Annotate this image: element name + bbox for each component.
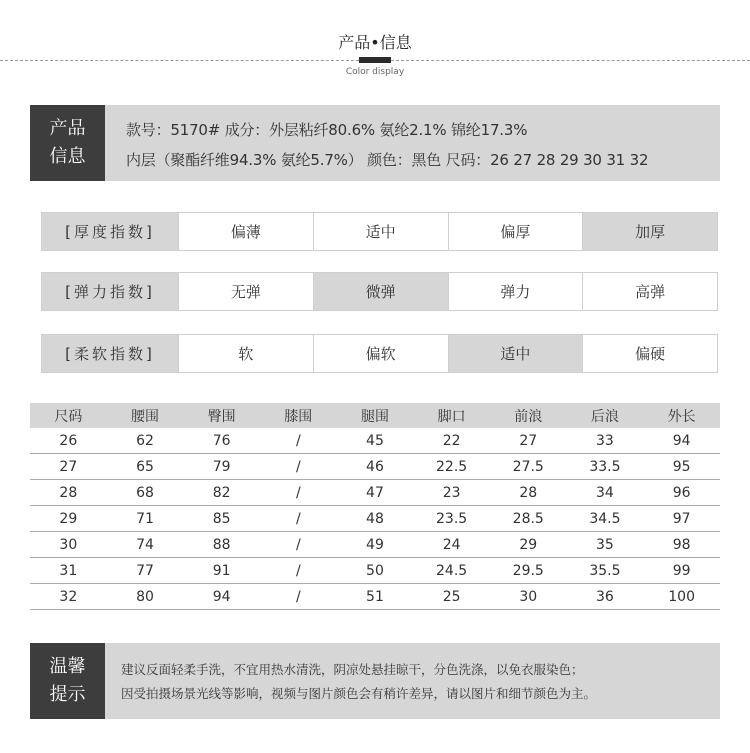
size-table-cell: 31: [30, 558, 107, 584]
product-info-panel: [30, 105, 720, 181]
page-subtitle: Color display: [345, 67, 405, 77]
size-table-row: [30, 428, 720, 454]
softness-index-row: [41, 334, 718, 373]
size-table-cell: 88: [183, 532, 260, 558]
size-table-cell: 36: [567, 584, 644, 610]
size-table-cell: 28.5: [490, 506, 567, 532]
size-table-row: [30, 584, 720, 610]
size-table-cell: 62: [107, 428, 184, 454]
size-table-cell: 82: [183, 480, 260, 506]
size-table-cell: 30: [30, 532, 107, 558]
softness-index-label: [柔软指数]: [42, 335, 178, 372]
size-header-knee: 膝围: [260, 403, 337, 428]
tips-line1: 建议反面轻柔手洗，不宜用热水清洗，阴凉处悬挂晾干，分色洗涤，以免衣服染色；: [121, 662, 584, 677]
softness-option-soft: 软: [178, 335, 313, 372]
size-table-cell: 32: [30, 584, 107, 610]
size-table-cell: /: [260, 584, 337, 610]
tips-panel: [30, 643, 720, 719]
size-table-cell: 33: [567, 428, 644, 454]
size-table-cell: 65: [107, 454, 184, 480]
size-table-cell: 28: [490, 480, 567, 506]
size-table-row: [30, 558, 720, 584]
size-table-row: [30, 454, 720, 480]
size-header-back-rise: 后浪: [567, 403, 644, 428]
size-table-cell: /: [260, 454, 337, 480]
size-table-body: [30, 428, 720, 610]
elasticity-index-label: [弹力指数]: [42, 273, 178, 310]
softness-option-firm: 偏硬: [582, 335, 717, 372]
size-table-cell: 80: [107, 584, 184, 610]
size-table-cell: 98: [643, 532, 720, 558]
size-table-cell: 26: [30, 428, 107, 454]
size-table-cell: 99: [643, 558, 720, 584]
size-table-cell: /: [260, 506, 337, 532]
size-table-cell: 27: [490, 428, 567, 454]
size-table-cell: 35.5: [567, 558, 644, 584]
thickness-option-thick: 偏厚: [448, 213, 583, 250]
product-info-label-line1: 产品: [49, 118, 86, 139]
size-table-cell: 29: [490, 532, 567, 558]
size-table-cell: 24.5: [413, 558, 490, 584]
size-table: [30, 403, 720, 610]
size-table-cell: 48: [337, 506, 414, 532]
size-table-cell: 71: [107, 506, 184, 532]
size-table-cell: 47: [337, 480, 414, 506]
header-divider-mark: [359, 57, 391, 63]
elasticity-option-none: 无弹: [178, 273, 313, 310]
product-info-line1: 款号：5170# 成分：外层粘纤80.6% 氨纶2.1% 锦纶17.3%: [126, 121, 528, 139]
size-table-cell: 68: [107, 480, 184, 506]
size-table-cell: 74: [107, 532, 184, 558]
size-table-row: [30, 532, 720, 558]
size-table-cell: 35: [567, 532, 644, 558]
size-table-row: [30, 480, 720, 506]
size-table-cell: 94: [183, 584, 260, 610]
product-info-line2: 内层（聚酯纤维94.3% 氨纶5.7%） 颜色：黑色 尺码：26 27 28 29 30 31 32: [126, 151, 649, 169]
size-table-cell: 85: [183, 506, 260, 532]
size-table-cell: 100: [643, 584, 720, 610]
size-table-row: [30, 506, 720, 532]
size-table-cell: 23: [413, 480, 490, 506]
size-header-length: 外长: [643, 403, 720, 428]
size-table-cell: 51: [337, 584, 414, 610]
size-table-cell: 27.5: [490, 454, 567, 480]
elasticity-option-slight: 微弹: [313, 273, 448, 310]
size-table-cell: 79: [183, 454, 260, 480]
size-table-cell: 94: [643, 428, 720, 454]
size-table-cell: /: [260, 558, 337, 584]
thickness-option-extra-thick: 加厚: [582, 213, 717, 250]
product-info-label-line2: 信息: [49, 146, 86, 167]
size-table-cell: 29.5: [490, 558, 567, 584]
size-header-hip: 臀围: [183, 403, 260, 428]
softness-option-medium: 适中: [448, 335, 583, 372]
size-header-waist: 腰围: [107, 403, 184, 428]
size-table-cell: 23.5: [413, 506, 490, 532]
page-title: 产品•信息: [338, 33, 412, 52]
size-table-cell: 28: [30, 480, 107, 506]
thickness-option-medium: 适中: [313, 213, 448, 250]
size-table-cell: /: [260, 532, 337, 558]
size-header-size: 尺码: [30, 403, 107, 428]
product-info-label: [30, 105, 105, 181]
size-header-thigh: 腿围: [337, 403, 414, 428]
elasticity-option-high: 高弹: [582, 273, 717, 310]
size-table-cell: 30: [490, 584, 567, 610]
tips-line2: 因受拍摄场景光线等影响，视频与图片颜色会有稍许差异，请以图片和细节颜色为主。: [121, 686, 597, 701]
size-table-cell: 34.5: [567, 506, 644, 532]
thickness-index-label: [厚度指数]: [42, 213, 178, 250]
size-table-cell: 96: [643, 480, 720, 506]
size-header-hem: 脚口: [413, 403, 490, 428]
size-table-cell: 24: [413, 532, 490, 558]
size-header-front-rise: 前浪: [490, 403, 567, 428]
tips-label-line1: 温馨: [49, 656, 86, 677]
softness-option-fairly-soft: 偏软: [313, 335, 448, 372]
size-table-cell: 25: [413, 584, 490, 610]
tips-label: [30, 643, 105, 719]
size-table-cell: 22: [413, 428, 490, 454]
size-table-cell: 46: [337, 454, 414, 480]
thickness-option-thin: 偏薄: [178, 213, 313, 250]
size-table-cell: 45: [337, 428, 414, 454]
elasticity-option-stretch: 弹力: [448, 273, 583, 310]
size-table-cell: 29: [30, 506, 107, 532]
size-table-cell: 27: [30, 454, 107, 480]
tips-label-line2: 提示: [49, 684, 86, 705]
size-table-cell: 97: [643, 506, 720, 532]
size-table-header-row: [30, 403, 720, 428]
elasticity-index-row: [41, 272, 718, 311]
size-table-cell: 34: [567, 480, 644, 506]
size-table-cell: 33.5: [567, 454, 644, 480]
size-table-cell: 91: [183, 558, 260, 584]
thickness-index-row: [41, 212, 718, 251]
size-table-cell: /: [260, 428, 337, 454]
size-table-cell: 22.5: [413, 454, 490, 480]
size-table-cell: /: [260, 480, 337, 506]
size-table-cell: 50: [337, 558, 414, 584]
size-table-cell: 77: [107, 558, 184, 584]
size-table-cell: 49: [337, 532, 414, 558]
size-table-cell: 95: [643, 454, 720, 480]
size-table-cell: 76: [183, 428, 260, 454]
